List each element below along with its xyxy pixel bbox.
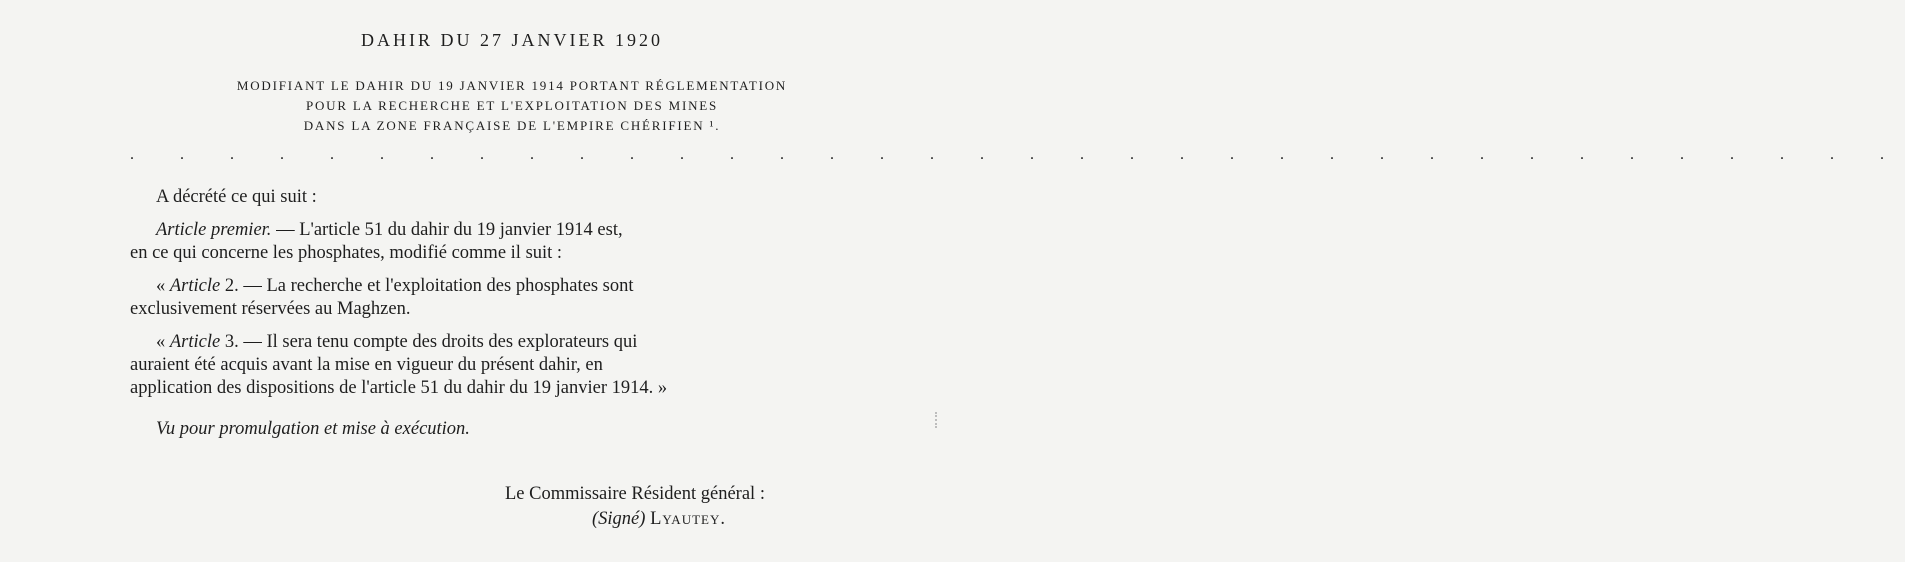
article-premier-text-1: — L'article 51 du dahir du 19 janvier 1914 est, — [271, 220, 623, 240]
intro-text: A décrété ce qui suit : — [156, 187, 317, 207]
article-3-quote: « — [156, 332, 170, 352]
closing-paragraph — [130, 418, 870, 441]
signatory-name: Lyautey. — [650, 509, 726, 529]
margin-mark — [935, 412, 945, 428]
document-title: DAHIR DU 27 JANVIER 1920 — [361, 30, 663, 50]
article-3-text-2: auraient été acquis avant la mise en vigueur du présent dahir, en — [130, 355, 603, 375]
subtitle-line: POUR LA RECHERCHE ET L'EXPLOITATION DES MINES — [305, 98, 719, 113]
closing-text: Vu pour promulgation et mise à exécution. — [156, 419, 470, 439]
subtitle-line: DANS LA ZONE FRANÇAISE DE L'EMPIRE CHÉRIFIEN ¹. — [303, 118, 721, 133]
article-2-quote: « — [156, 276, 170, 296]
article-2-text-1: 2. — La recherche et l'exploitation des phosphates sont — [220, 276, 634, 296]
signature-line — [505, 507, 765, 532]
document-subtitle — [100, 76, 924, 136]
article-3-text-3: application des dispositions de l'article 51 du dahir du 19 janvier 1914. » — [130, 378, 668, 398]
article-2-text-2: exclusivement réservées au Maghzen. — [130, 299, 411, 319]
article-3-paragraph — [130, 331, 870, 400]
signature-block — [505, 482, 765, 532]
article-premier-paragraph — [130, 219, 870, 265]
dotted-separator: . . . . . . . . . . . . . . . . . . . . . . . . . . . . . . . . . . . . — [130, 146, 1905, 163]
article-2-paragraph — [130, 275, 870, 321]
document-body — [130, 186, 870, 441]
article-3-label: Article — [169, 332, 221, 352]
article-premier-label: Article premier. — [156, 220, 272, 240]
article-2-label: Article — [169, 276, 221, 296]
subtitle-line: MODIFIANT LE DAHIR DU 19 JANVIER 1914 PORTANT RÉGLEMENTATION — [236, 78, 788, 93]
article-premier-text-2: en ce qui concerne les phosphates, modifié comme il suit : — [130, 243, 563, 263]
intro-paragraph — [130, 186, 870, 209]
signed-label: (Signé) — [592, 509, 646, 529]
article-3-text-1: 3. — Il sera tenu compte des droits des explorateurs qui — [220, 332, 638, 352]
signature-role: Le Commissaire Résident général : — [505, 484, 765, 504]
